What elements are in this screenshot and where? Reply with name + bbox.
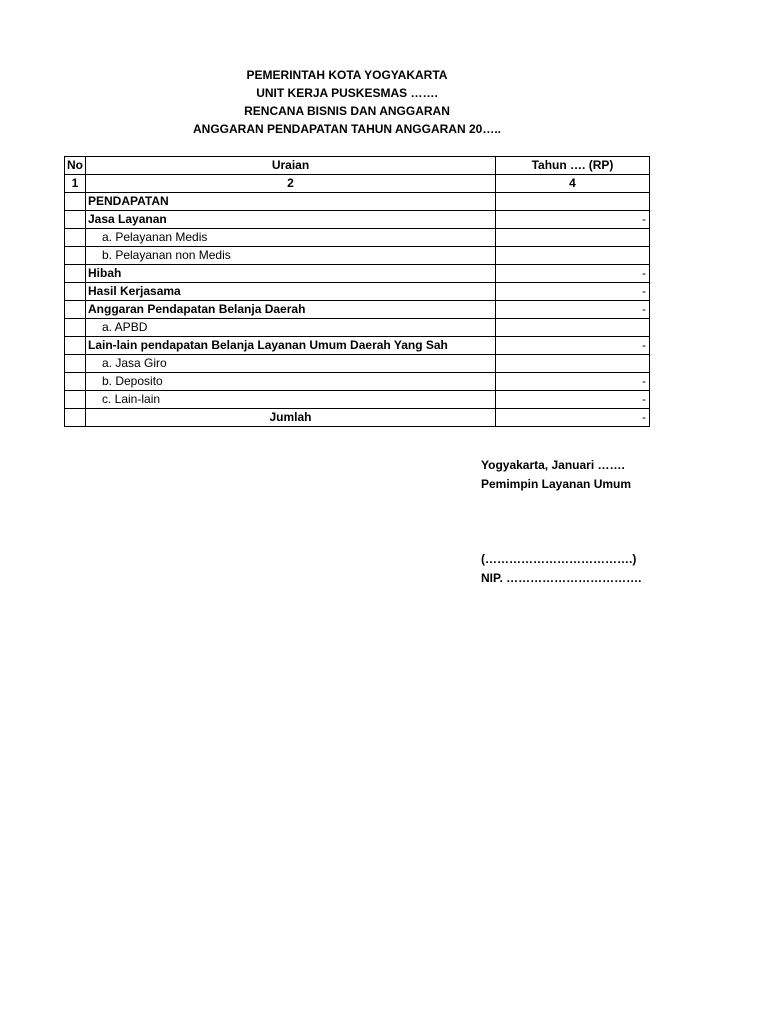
row-no-cell bbox=[65, 337, 86, 355]
col-number-tahun: 4 bbox=[496, 175, 650, 193]
table-row bbox=[65, 265, 650, 283]
row-label: Lain-lain pendapatan Belanja Layanan Umum Daerah Yang Sah bbox=[86, 337, 496, 355]
col-header-uraian: Uraian bbox=[86, 157, 496, 175]
row-no-cell bbox=[65, 193, 86, 211]
col-header-tahun: Tahun …. (RP) bbox=[496, 157, 650, 175]
row-value: - bbox=[496, 337, 650, 355]
table-row bbox=[65, 337, 650, 355]
row-no-cell bbox=[65, 373, 86, 391]
table-row bbox=[65, 229, 650, 247]
row-label: a. Pelayanan Medis bbox=[86, 229, 496, 247]
row-no-cell bbox=[65, 265, 86, 283]
table-row bbox=[65, 283, 650, 301]
row-value: - bbox=[496, 283, 650, 301]
row-label: Anggaran Pendapatan Belanja Daerah bbox=[86, 301, 496, 319]
row-no-cell bbox=[65, 301, 86, 319]
signature-position: Pemimpin Layanan Umum bbox=[481, 477, 632, 491]
row-label: c. Lain-lain bbox=[86, 391, 496, 409]
table-number-row bbox=[65, 175, 650, 193]
row-no-cell bbox=[65, 409, 86, 427]
table-total-row bbox=[65, 409, 650, 427]
row-label: b. Deposito bbox=[86, 373, 496, 391]
header-line-3: RENCANA BISNIS DAN ANGGARAN bbox=[244, 104, 450, 118]
col-number-uraian: 2 bbox=[86, 175, 496, 193]
signature-place-date: Yogyakarta, Januari ……. bbox=[481, 458, 625, 472]
budget-table bbox=[64, 156, 650, 427]
row-value: - bbox=[496, 301, 650, 319]
row-label: Hibah bbox=[86, 265, 496, 283]
row-no-cell bbox=[65, 319, 86, 337]
document-header bbox=[64, 66, 630, 138]
col-number-no: 1 bbox=[65, 175, 86, 193]
signature-name-placeholder: (……………………………….) bbox=[481, 552, 637, 566]
row-label: a. Jasa Giro bbox=[86, 355, 496, 373]
row-value bbox=[496, 247, 650, 265]
table-row bbox=[65, 319, 650, 337]
header-line-2: UNIT KERJA PUSKESMAS ……. bbox=[256, 86, 438, 100]
row-value bbox=[496, 229, 650, 247]
table-row bbox=[65, 247, 650, 265]
row-label: Hasil Kerjasama bbox=[86, 283, 496, 301]
row-no-cell bbox=[65, 229, 86, 247]
table-row bbox=[65, 355, 650, 373]
table-row bbox=[65, 391, 650, 409]
row-label: a. APBD bbox=[86, 319, 496, 337]
signature-nip: NIP. ……………………………. bbox=[481, 571, 642, 585]
table-row bbox=[65, 301, 650, 319]
table-row bbox=[65, 373, 650, 391]
row-no-cell bbox=[65, 391, 86, 409]
row-label: PENDAPATAN bbox=[86, 193, 496, 211]
row-value: - bbox=[496, 211, 650, 229]
table-header-row bbox=[65, 157, 650, 175]
row-no-cell bbox=[65, 211, 86, 229]
total-value: - bbox=[496, 409, 650, 427]
row-no-cell bbox=[65, 355, 86, 373]
header-line-4: ANGGARAN PENDAPATAN TAHUN ANGGARAN 20….. bbox=[192, 122, 501, 136]
row-no-cell bbox=[65, 247, 86, 265]
row-value: - bbox=[496, 265, 650, 283]
total-label: Jumlah bbox=[86, 409, 496, 427]
header-line-1: PEMERINTAH KOTA YOGYAKARTA bbox=[246, 68, 448, 82]
col-header-no: No bbox=[65, 157, 86, 175]
table-row bbox=[65, 193, 650, 211]
row-value bbox=[496, 319, 650, 337]
row-label: Jasa Layanan bbox=[86, 211, 496, 229]
row-value: - bbox=[496, 373, 650, 391]
row-value bbox=[496, 193, 650, 211]
table-row bbox=[65, 211, 650, 229]
row-value: - bbox=[496, 391, 650, 409]
row-value bbox=[496, 355, 650, 373]
row-label: b. Pelayanan non Medis bbox=[86, 247, 496, 265]
row-no-cell bbox=[65, 283, 86, 301]
